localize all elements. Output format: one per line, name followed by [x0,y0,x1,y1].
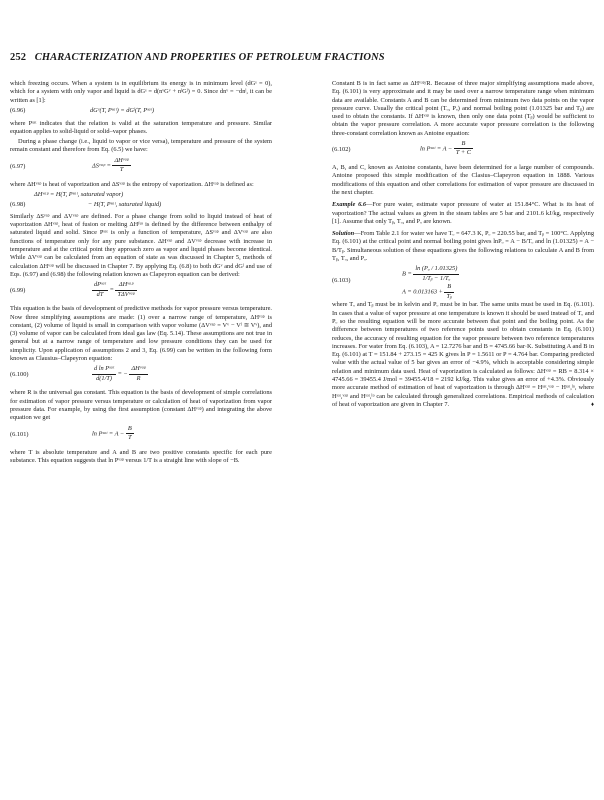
equation-6-102 [332,140,594,162]
equation-number: (6.103) [332,277,351,285]
equation-number: (6.97) [10,162,26,170]
denominator: dT [96,290,104,298]
denominator: Tᵦ [446,292,452,300]
eq-b-lhs: B = [402,270,412,278]
equation-body: $\frac{\text{d ln Pˢᵃᵗ}}{d(1/T)}$ = − $\frac{\text{ΔHᵛᵃᵖ}}{R}$ [94,365,146,382]
equation-line-1: ΔHᵛᵃᵖ = H(T, Pˢᵃᵗ, saturated vapor) [34,190,124,198]
equation-number: (6.102) [332,146,351,154]
denominator: T + C [455,149,471,157]
equation-number: (6.99) [10,287,26,295]
equation-line-2: − H(T, Pˢᵃᵗ, saturated liquid) [88,200,162,208]
denominator: T [119,165,124,173]
solution-text: —From Table 2.1 for water we have Tₒ = 647.3 K, Pₒ = 220.55 bar, and Tᵦ = 100°C. Applying Eq. (6.101) at the critical point and normal boiling point gives lnPₒ = A − B/Tₒ and ln (1.01325) = A − B/Tᵦ. Simultaneous solution of these equations gives the following relations to calculate A and B from Tᵦ, Tₒ, and Pₒ. [332,230,594,263]
paragraph: where T is absolute temperature and A and B are two positive constants specific for each pure substance. This equation suggests that ln Pᵛᵃᵖ versus 1/T is a straight line with slope of −B. [10,448,272,464]
equation-body: dGᵛ(T, Pˢᵃᵗ) = dGˡ(T, Pˢᵃᵗ) [90,106,155,114]
eq-lhs: ΔSᵛᵃᵖ = [92,161,111,169]
fraction [126,425,134,443]
paragraph: which freezing occurs. When a system is in equilibrium its energy is in minimum level (dGˢ = 0), which for a system with only vapor and liquid is dGˢ = d(nᵛGᵛ + nˡGˡ) = 0. Since dnᵛ = −dnˡ, it can be written as [1]: [10,80,272,104]
equation-line-a [402,283,454,301]
example-text: —For pure water, estimate vapor pressure of water at 151.84°C. What is its heat of vaporization? The actual values as given in the steam tables are 5 bar and 2101.6 kJ/kg, respectively [1]. Assume that only Tᵦ, Tₒ, and Pₒ are known. [332,201,594,225]
fraction [413,265,459,283]
fraction [444,283,453,301]
denominator: 1/Tᵦ − 1/Tₒ [422,274,451,282]
equation-6-101 [10,425,272,447]
denominator: R [136,374,141,382]
paragraph-text: where Tₒ and Tᵦ must be in kelvin and Pₒ must be in bar. The same units must be used in Eq. (6.101). In cases that a value of vapor pressure at one temperature is known it should be used instead of Tₒ and Pₒ so the resulting equation will be more accurate between that point and the boiling point. As the difference between temperatures of two reference points used to obtain constants in Eq. (6.101) reduces, the accuracy of resulting equation for the vapor pressure between two reference temperatures increases. For water from Eq. (6.103), A = 12.7276 bar and B = 4745.66 bar·K. Substituting A and B in Eq. (6.101) at T = 151.84 + 273.15 = 425 K gives ln P = 1.5611 or P = 4.764 bar. Comparing predicted value with the actual value of 5 bar gives an error of −4.9%, which is acceptable considering simple relation and minimum data used. Heat of vaporization is calculated as follows: ΔHᵛᵃᵖ = RB = 8.314 × 4745.66 = 39455.4 J/mol = 39455.4/18 = 2192 kJ/kg. This value gives an error of +4.3%. Obviously more accurate method of estimation of heat of vaporization is through ΔHᵛᵃᵖ = Hˢᵃᵗ,ᵛᵃᵖ − Hˢᵃᵗ,ˡᶛ, where Hˢᵃᵗ,ᵛᵃᵖ and Hˢᵃᵗ,ˡᶛ can be calculated through generalized correlations. Empirical methods of calculation of heat of vaporization are given in Chapter 7. [332,301,594,408]
denominator: d(1/T) [96,374,112,382]
paragraph [332,301,594,409]
example-title: Example 6.6 [332,201,367,209]
paragraph: where ΔHᵛᵃᵖ is heat of vaporization and ΔSᵛᵃᵖ is the entropy of vaporization. ΔHᵛᵃᵖ is defined as: [10,180,254,188]
chapter-title: CHARACTERIZATION AND PROPERTIES OF PETROLEUM FRACTIONS [34,52,385,63]
fraction [92,365,116,383]
equation-6-100 [10,365,272,387]
fraction [112,157,130,175]
paragraph: Similarly ΔSᵛᵃᵖ and ΔVᵛᵃᵖ are defined. For a phase change from solid to liquid instead of heat of vaporization ΔHᵛᵃᵖ, heat of fusion or melting ΔHᶠᵘˢ is defined by the difference between enthalpy of saturated liquid and solid. Since Pˢᵃᵗ is only a function of temperature, ΔSᵛᵃᵖ and ΔVᵛᵃᵖ are also functions of temperature only for any pure substance. ΔHᵛᵃᵖ and ΔVᵛᵃᵖ decrease with increase in temperature and at the critical point they approach zero as vapor and liquid phases become identical. While ΔVᵛᵃᵖ can be calculated from an equation of state as was discussed in Chapter 5, methods of calculation ΔHᵛᵃᵖ will be discussed in Chapter 7. By applying Eq. (6.8) to both dGᵛ and dGˡ and use of Eqs. (6.97) and (6.98) the following relation known as Clapeyron equation can be derived: [10,212,272,278]
denominator: TΔVᵛᵃᵖ [117,290,135,298]
equation-body [92,425,134,443]
right-column [332,80,594,411]
equation-6-98 [10,191,272,211]
numerator: B [126,425,134,434]
numerator: dPˢᵃᵗ [92,281,108,290]
numerator: ln (Pₒ / 1.01325) [413,265,459,274]
equation-number: (6.96) [10,106,26,114]
page-number: 252 [10,52,27,63]
eq-lhs: ln Pˢᵃᵗ = A − [92,429,125,437]
equation-body: $\frac{\text{dPˢᵃᵗ}}{dT}$ = $\frac{\text{ΔHᵛᵃᵖ}}{\text{TΔVᵛᵃᵖ}}$ [94,281,135,298]
equation-number: (6.98) [10,200,26,208]
equation-number: (6.101) [10,430,29,438]
equation-6-103 [332,265,594,299]
denominator: T [128,433,132,441]
eq-a-lhs: A = 0.013163 + [402,288,443,296]
end-of-example-icon: ♦ [590,401,594,408]
running-header [10,52,594,63]
equation-body [420,140,473,158]
solution-paragraph [332,230,594,263]
equation-6-99 [10,281,272,303]
equation-body [92,157,131,175]
paragraph: A, B, and C, known as Antoine constants, have been determined for a large number of compounds. Antoine proposed this simple modification of the Clasius–Clapeyron equation in 1888. Various modifications of this equation and other correlations for estimation of vapor pressure are discussed in the next chapter. [332,164,594,196]
example-paragraph [332,201,594,226]
numerator: ΔHᵛᵃᵖ [115,281,136,290]
fraction [92,281,108,299]
fraction [454,140,473,158]
solution-title: Solution [332,230,355,238]
left-column [10,80,272,467]
equation-number: (6.100) [10,371,29,379]
paragraph: where R is the universal gas constant. This equation is the basis of development of simple correlations for estimation of vapor pressure versus temperature or calculation of heat of vaporization from vapor pressure data. For example, by using the first assumption (constant ΔHᵛᵃᵖ) and integrating the above equation we get [10,389,272,422]
fraction [129,365,147,383]
numerator: ΔHᵛᵃᵖ [129,365,147,374]
numerator: B [454,140,473,149]
equation-line-b [402,265,459,283]
numerator: ΔHᵛᵃᵖ [112,157,130,166]
paragraph: During a phase change (i.e., liquid to vapor or vice versa), temperature and pressure of the system remain constant and therefore from Eq. (6.5) we have: [10,137,272,154]
eq-lhs: ln Pˢᵃᵗ = A − [420,145,453,153]
paragraph: where Pˢᵃᵗ indicates that the relation is valid at the saturation temperature and pressure. Similar equation applies to solid-liquid or solid–vapor phases. [10,119,272,136]
fraction [115,281,136,299]
equation-6-97 [10,157,272,179]
paragraph: This equation is the basis of development of predictive methods for vapor pressure versus temperature. Now three simplifying assumptions are made: (1) over a narrow range of temperature, ΔHᵛᵃᵖ is constant, (2) volume of liquid is small in comparison with vapor volume (ΔVᵛᵃᵖ = Vᵛ − Vˡ ≅ Vᵛ), and (3) volume of vapor can be calculated from ideal gas law (Eq. 5.14). These assumptions are not true in general but at a narrow range of temperature and low pressure conditions they can be used for simplicity. Upon application of assumptions 2 and 3, Eq. (6.99) can be written in the following form known as Clausius–Clapeyron equation: [10,305,272,363]
numerator: d ln Pˢᵃᵗ [92,365,116,374]
paragraph: Constant B is in fact same as ΔHᵛᵃᵖ/R. Because of three major simplifying assumptions made above, Eq. (6.101) is very approximate and it may be used over a narrow temperature range when minimum data are available. Constants A and B can be determined from minimum two data points on the vapor pressure curve. Usually the critical point (Tₒ, Pₒ) and normal boiling point (1.01325 bar and Tᵦ) are used to obtain the constants. If ΔHᵛᵃᵖ is known, then only one data point (Tᵦ) would be sufficient to obtain the vapor pressure correlation. A more accurate vapor pressure correlation is the following three-constant correlation known as Antoine equation: [332,80,594,137]
numerator: B [444,283,453,292]
equation-6-96 [10,107,272,118]
